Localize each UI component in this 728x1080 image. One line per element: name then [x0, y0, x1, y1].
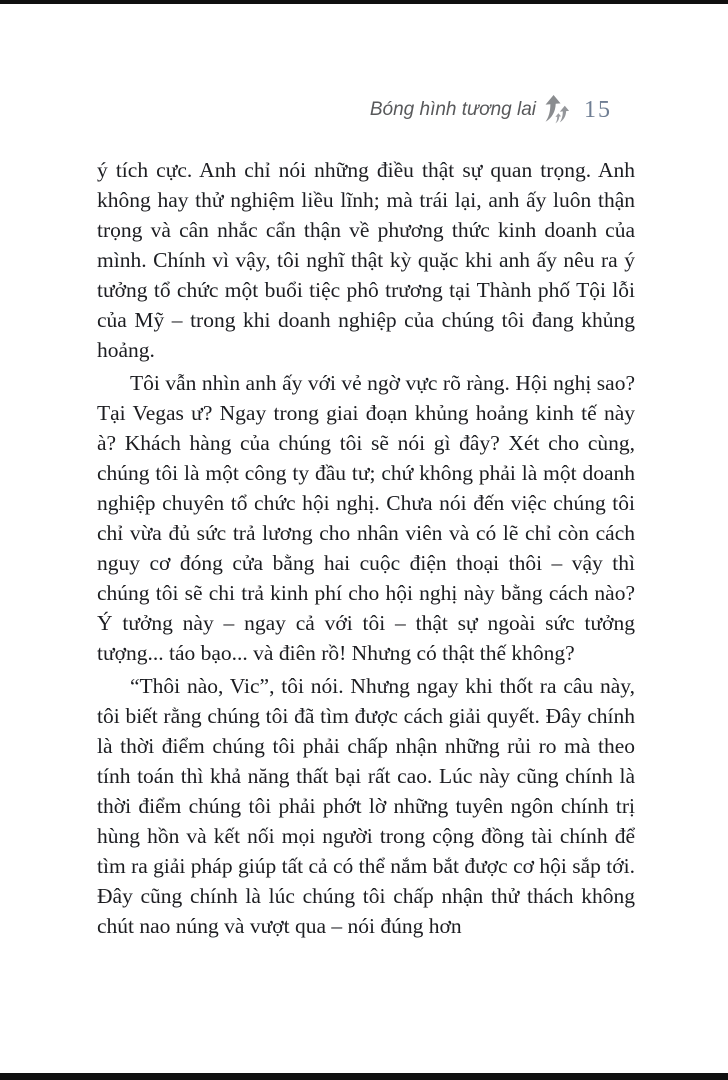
paragraph-1: ý tích cực. Anh chỉ nói những điều thật sự quan trọng. Anh không hay thử nghiệm liều lĩnh; mà trái lại, anh ấy luôn thận trọng và cân nhắc cẩn thận về phương thức kinh doanh của mình. Chính vì vậy, tôi nghĩ thật kỳ quặc khi anh ấy nêu ra ý tưởng tổ chức một buổi tiệc phô trương tại Thành phố Tội lỗi của Mỹ – trong khi doanh nghiệp của chúng tôi đang khủng hoảng. [97, 158, 635, 362]
paragraph-2: Tôi vẫn nhìn anh ấy với vẻ ngờ vực rõ ràng. Hội nghị sao? Tại Vegas ư? Ngay trong giai đoạn khủng hoảng kinh tế này à? Khách hàng của chúng tôi sẽ nói gì đây? Xét cho cùng, chúng tôi là một công ty đầu tư; chứ không phải là một doanh nghiệp chuyên tổ chức hội nghị. Chưa nói đến việc chúng tôi chỉ vừa đủ sức trả lương cho nhân viên và có lẽ chỉ còn cách nguy cơ đóng cửa bằng hai cuộc điện thoại thôi – vậy thì chúng tôi sẽ chi trả kinh phí cho hội nghị này bằng cách nào? Ý tưởng này – ngay cả với tôi – thật sự ngoài sức tưởng tượng... táo bạo... và điên rồ! Nhưng có thật thế không? [97, 371, 635, 665]
growth-arrows-icon [545, 95, 575, 125]
page-number: 15 [584, 97, 612, 123]
paragraph-3: “Thôi nào, Vic”, tôi nói. Nhưng ngay khi thốt ra câu này, tôi biết rằng chúng tôi đã tìm được cách giải quyết. Đây chính là thời điểm chúng tôi phải chấp nhận những rủi ro mà theo tính toán thì khả năng thất bại rất cao. Lúc này cũng chính là thời điểm chúng tôi phải phớt lờ những tuyên ngôn chính trị hùng hồn và kết nối mọi người trong cộng đồng tài chính để tìm ra giải pháp giúp tất cả có thể nắm bắt được cơ hội sắp tới. Đây cũng chính là lúc chúng tôi chấp nhận thử thách không chút nao núng và vượt qua – nói đúng hơn [97, 674, 635, 938]
body-text [97, 155, 635, 941]
running-header [0, 95, 612, 125]
scan-edge-top [0, 0, 728, 4]
scan-edge-bottom [0, 1073, 728, 1080]
running-title: Bóng hình tương lai [369, 99, 536, 120]
